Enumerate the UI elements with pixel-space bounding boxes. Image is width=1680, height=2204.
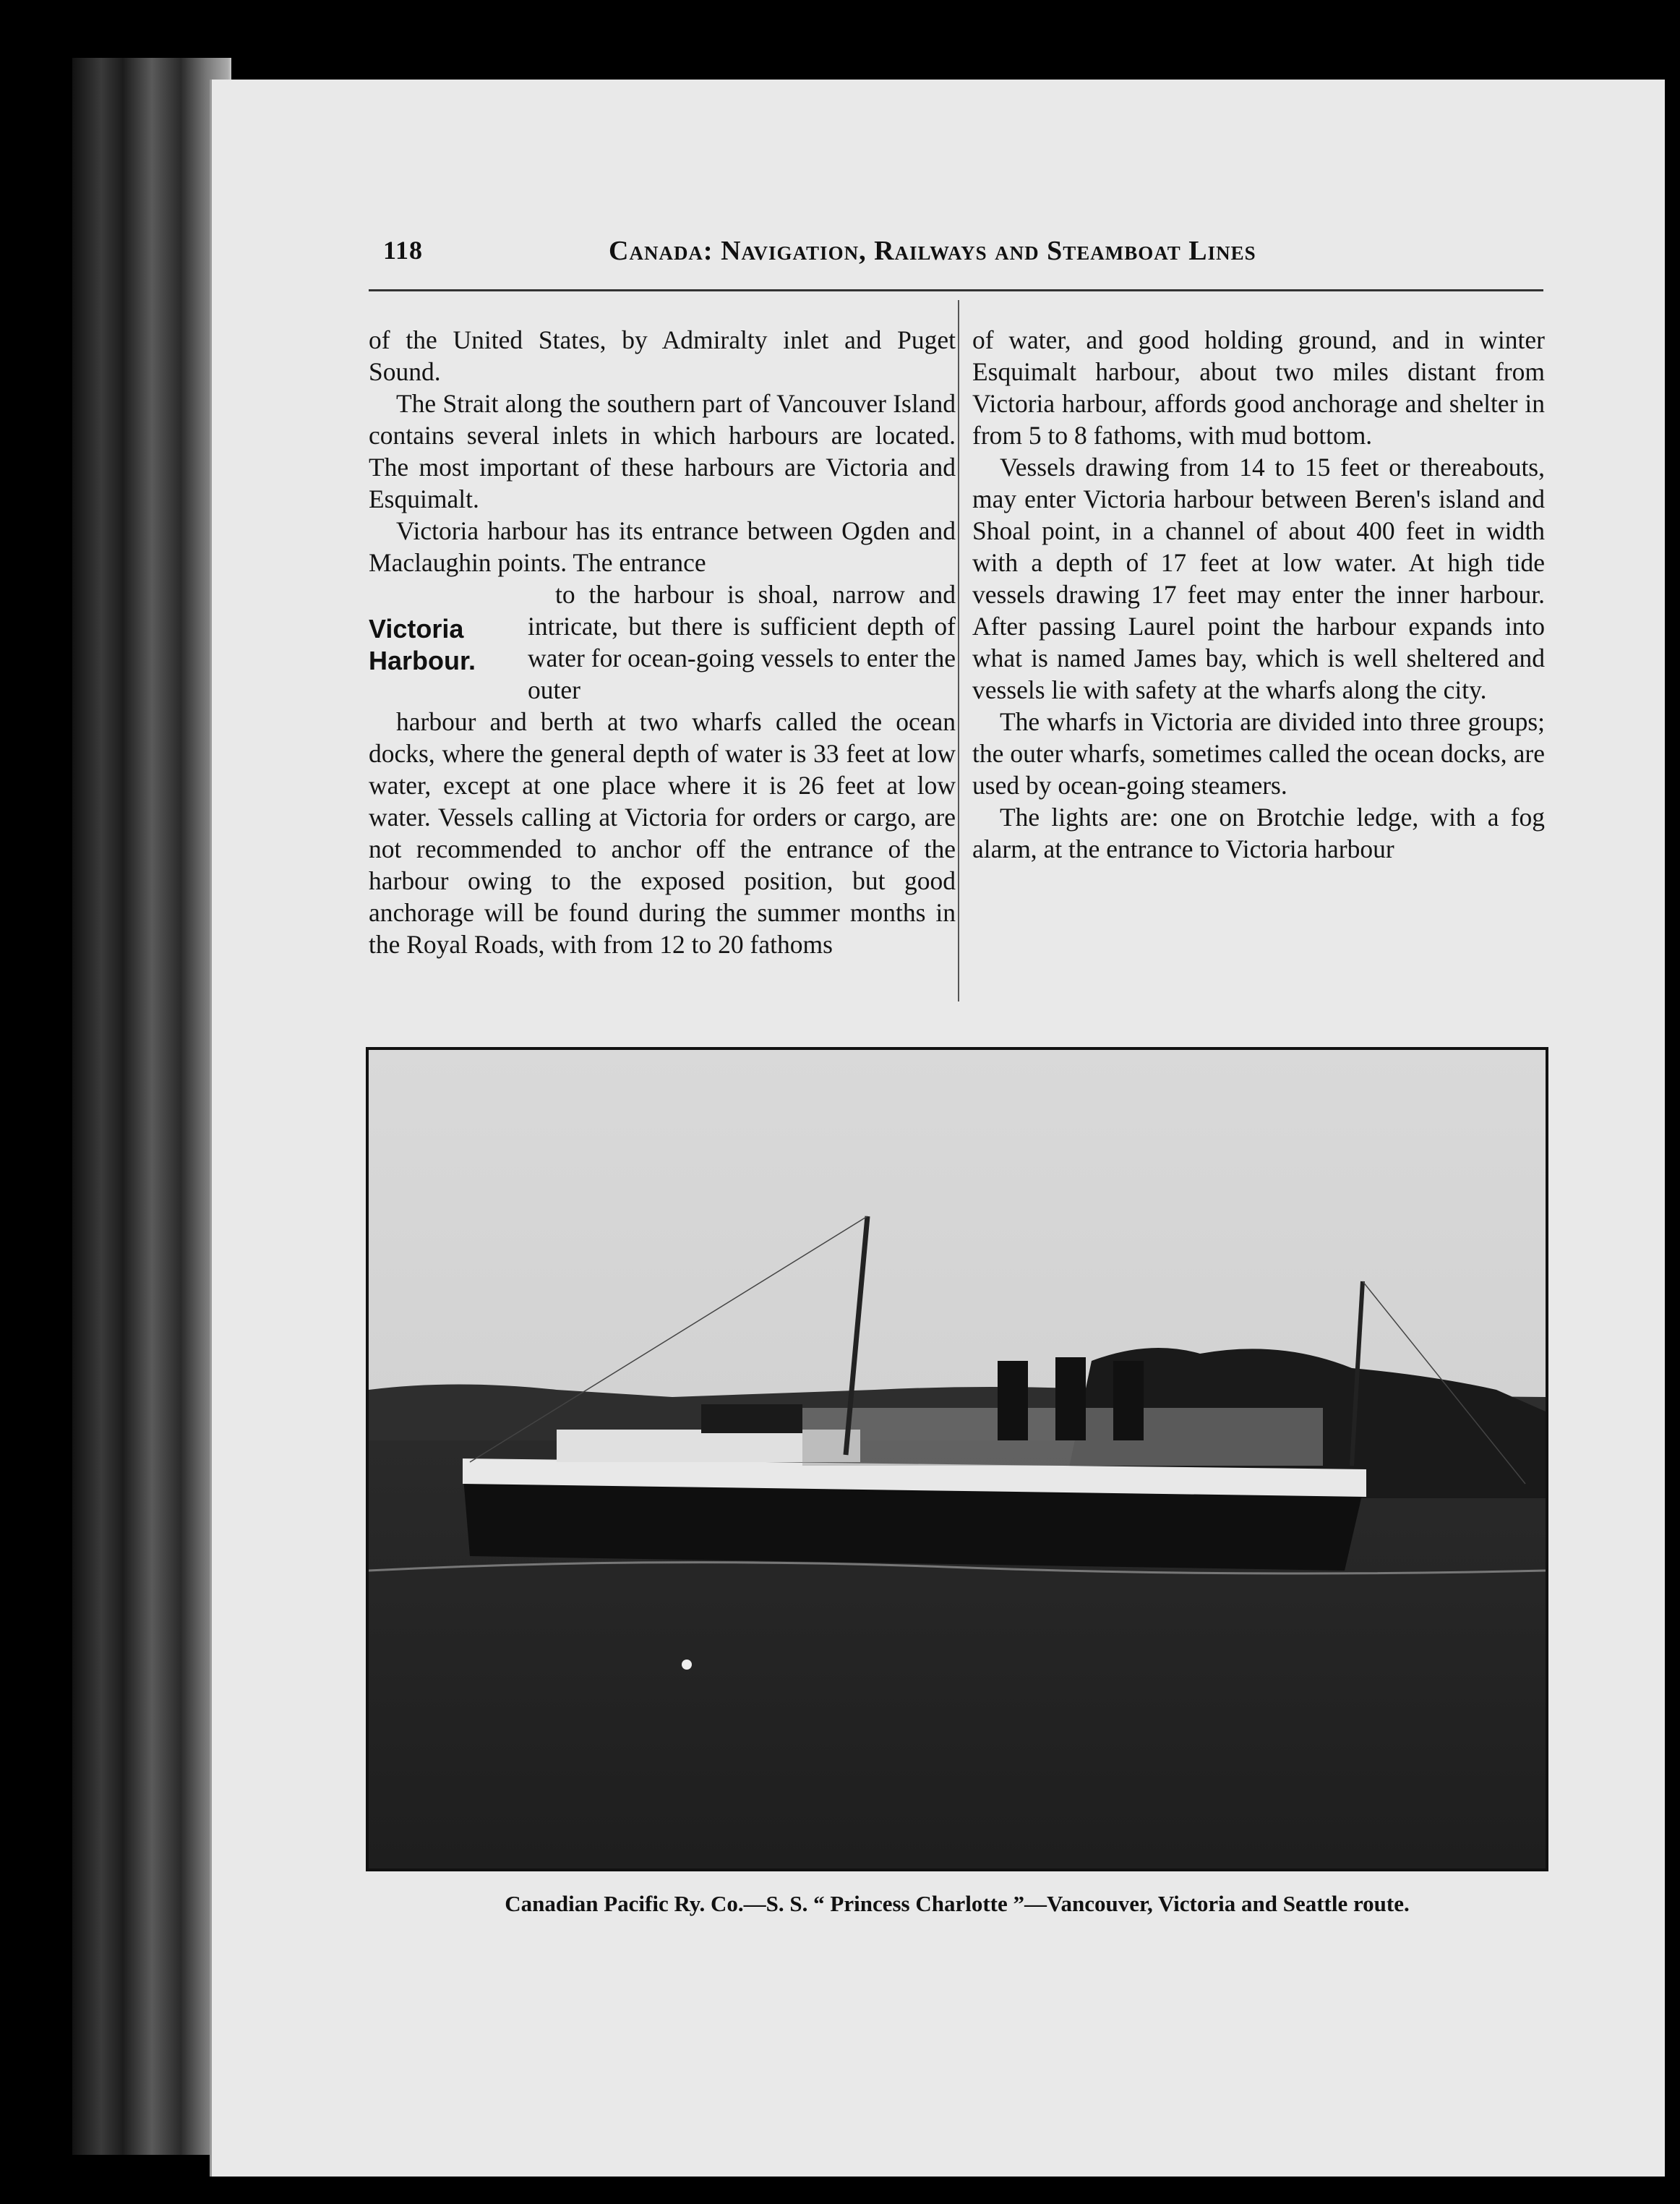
marginal-heading	[369, 613, 513, 677]
paragraph-text: Victoria harbour has its entrance between Ogden and Maclaughin points. The entrance	[369, 516, 956, 577]
book-page-edges	[72, 58, 231, 2155]
marginal-heading-line: Harbour.	[369, 646, 476, 675]
paragraph-text: harbour and berth at two wharfs called the ocean docks, where the general depth of water is 33 feet at low water, except at one place where it is 26 feet at low water. Vessels calling at Victoria for orders or cargo, are not recommended to anchor off the entrance of the harbour owing to the exposed position, but good anchorage will be found during the summer months in the Royal Roads, with from 12 to 20 fathoms	[369, 707, 956, 959]
right-column	[972, 324, 1545, 865]
funnel-2	[1055, 1357, 1086, 1440]
header-rule	[369, 289, 1543, 291]
paragraph: The wharfs in Victoria are divided into three groups; the outer wharfs, sometimes called the ocean docks, are used by ocean-going steamers.	[972, 707, 1545, 800]
ship-bridge	[701, 1404, 802, 1433]
paragraph: The lights are: one on Brotchie ledge, with a fog alarm, at the entrance to Victoria harbour	[972, 803, 1545, 863]
steamship-illustration	[369, 1050, 1546, 1868]
paragraph: of water, and good holding ground, and in winter Esquimalt harbour, about two miles distant from Victoria harbour, affords good anchorage and shelter in from 5 to 8 fathoms, with mud bottom.	[972, 325, 1545, 450]
column-divider	[958, 300, 959, 1001]
steamship-photograph	[366, 1047, 1548, 1871]
funnel-3	[1113, 1361, 1144, 1440]
paragraph: of the United States, by Admiralty inlet and Puget Sound.	[369, 325, 956, 386]
running-head	[383, 235, 1540, 278]
paragraph	[369, 515, 956, 960]
paragraph-text-wrapped: to the harbour is shoal, narrow and intricate, but there is sufficient depth of water for ocean-going vessels to enter the outer	[528, 580, 956, 704]
marginal-heading-line: Victoria	[369, 614, 464, 644]
figure-caption: Canadian Pacific Ry. Co.—S. S. “ Princess Charlotte ”—Vancouver, Victoria and Seattle route.	[505, 1891, 1410, 1916]
paragraph: Vessels drawing from 14 to 15 feet or thereabouts, may enter Victoria harbour between Beren's island and Shoal point, in a channel of about 400 feet in width with a depth of 17 feet at low water. At high tide vessels drawing 17 feet may enter the inner harbour. After passing Laurel point the harbour expands into what is named James bay, which is well sheltered and vessels lie with safety at the wharfs along the city.	[972, 453, 1545, 704]
running-title: Canada: Navigation, Railways and Steamboat Lines	[609, 236, 1256, 266]
paragraph: The Strait along the southern part of Vancouver Island contains several inlets in which harbours are located. The most important of these harbours are Victoria and Esquimalt.	[369, 389, 956, 513]
funnel-1	[998, 1361, 1028, 1440]
page-number: 118	[383, 236, 424, 265]
